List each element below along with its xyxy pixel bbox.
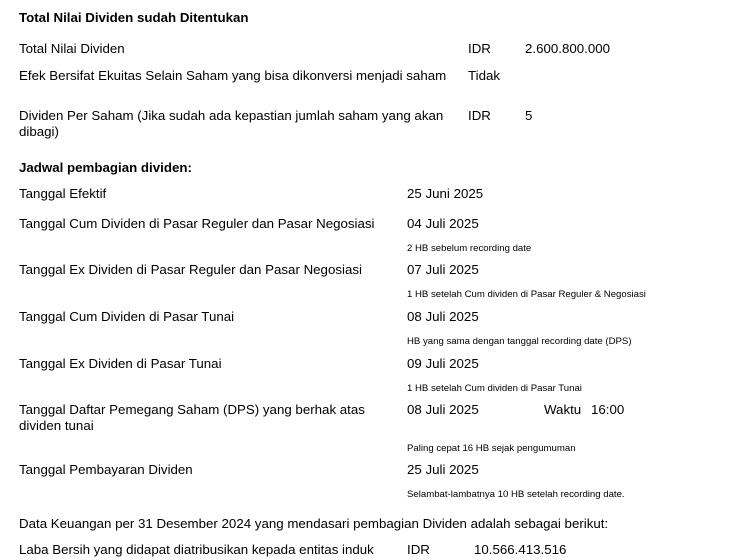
schedule-row-date: 04 Juli 2025 [407,216,479,231]
dividen-per-saham-label: Dividen Per Saham (Jika sudah ada kepastian jumlah saham yang akan dibagi) [19,108,444,139]
laba-bersih-value: 10.566.413.516 [474,542,567,557]
schedule-row-date: 08 Juli 2025 [407,309,479,324]
laba-bersih-currency: IDR [407,542,430,557]
total-dividen-currency: IDR [468,41,491,56]
schedule-row-label: Tanggal Ex Dividen di Pasar Tunai [19,356,222,371]
schedule-row-note: 2 HB sebelum recording date [407,243,532,254]
waktu-label: Waktu [544,402,582,417]
schedule-row-label: Tanggal Cum Dividen di Pasar Reguler dan Pasar Negosiasi [19,216,375,231]
schedule-row-note: Paling cepat 16 HB sejak pengumuman [407,443,576,454]
efek-ekuitas-value: Tidak [468,68,501,83]
schedule-row-note: HB yang sama dengan tanggal recording date (DPS) [407,336,632,347]
schedule-row-label: Tanggal Ex Dividen di Pasar Reguler dan Pasar Negosiasi [19,262,362,277]
schedule-title: Jadwal pembagian dividen: [19,160,192,175]
schedule-row-label: Tanggal Cum Dividen di Pasar Tunai [19,309,235,324]
total-dividen-value: 2.600.800.000 [525,41,611,56]
dividen-per-saham-value: 5 [525,108,533,123]
schedule-row-date: 08 Juli 2025 [407,402,479,417]
financial-intro: Data Keuangan per 31 Desember 2024 yang mendasari pembagian Dividen adalah sebagai berikut: [19,516,609,531]
laba-bersih-label: Laba Bersih yang didapat diatribusikan kepada entitas induk [19,542,374,557]
schedule-row-note: 1 HB setelah Cum dividen di Pasar Reguler & Negosiasi [407,289,646,300]
schedule-row-note: 1 HB setelah Cum dividen di Pasar Tunai [407,383,582,394]
schedule-row-label: Tanggal Pembayaran Dividen [19,462,193,477]
schedule-row-note: Selambat-lambatnya 10 HB setelah recording date. [407,489,625,500]
efek-ekuitas-label: Efek Bersifat Ekuitas Selain Saham yang bisa dikonversi menjadi saham [19,68,447,83]
waktu-value: 16:00 [591,402,625,417]
section-title-total-dividen: Total Nilai Dividen sudah Ditentukan [19,10,249,25]
total-dividen-label: Total Nilai Dividen [19,41,125,56]
schedule-row-label: Tanggal Daftar Pemegang Saham (DPS) yang berhak atas dividen tunai [19,402,365,433]
schedule-row-date: 07 Juli 2025 [407,262,479,277]
dividen-per-saham-currency: IDR [468,108,491,123]
schedule-row-date: 25 Juni 2025 [407,186,484,201]
schedule-row-date: 25 Juli 2025 [407,462,479,477]
schedule-row-date: 09 Juli 2025 [407,356,479,371]
schedule-row-label: Tanggal Efektif [19,186,107,201]
